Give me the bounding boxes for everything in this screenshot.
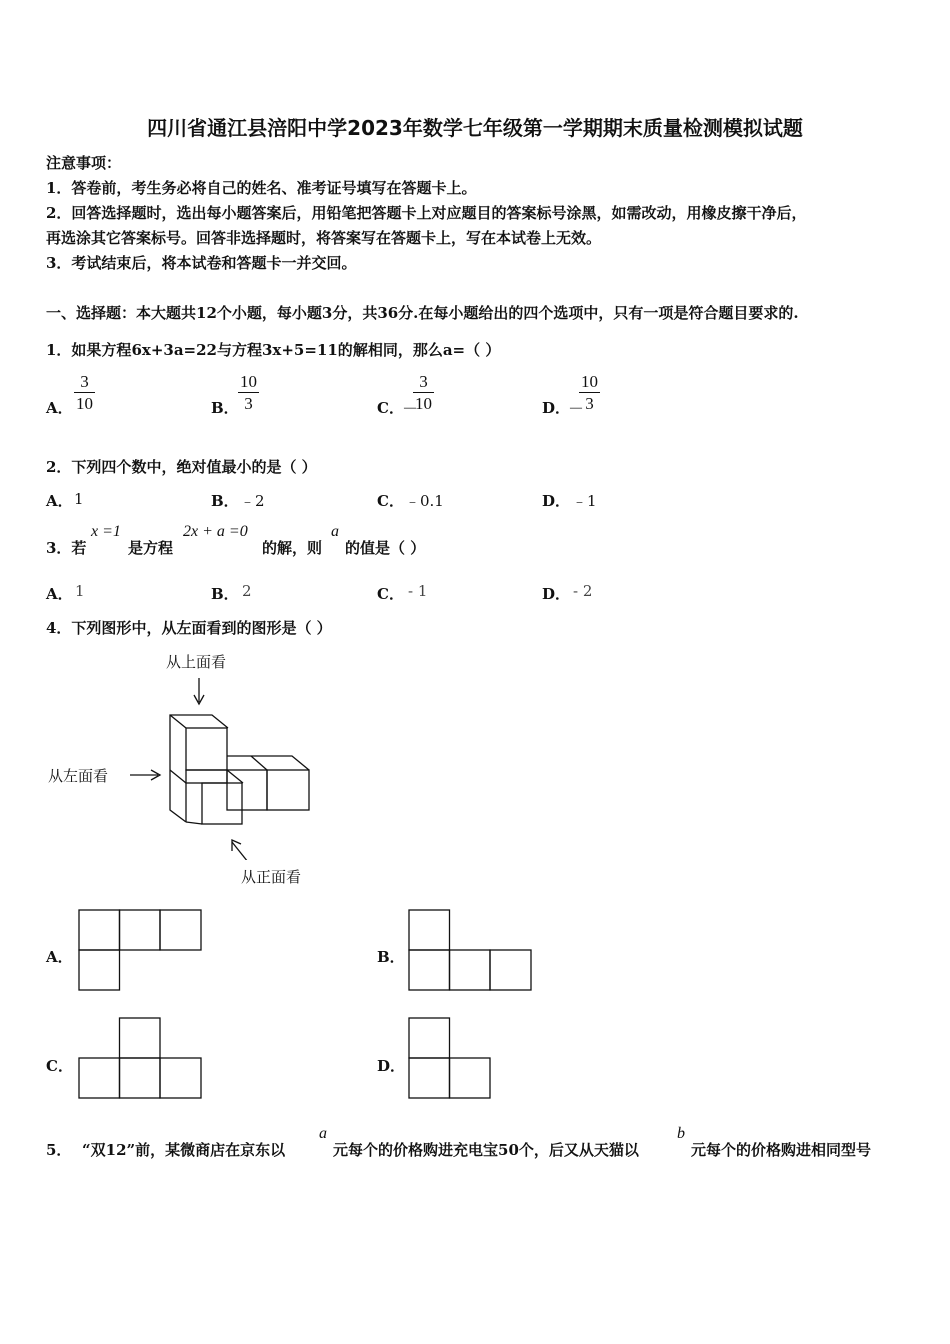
q3-option-a-value: 1	[75, 582, 85, 600]
q1-option-d-letter: D．	[542, 399, 571, 417]
q1-option-b-numerator: 10	[240, 372, 257, 391]
q1-option-d-sign: －	[568, 399, 585, 418]
q4-option-b-figure	[408, 909, 534, 993]
q4-option-d-figure	[408, 1017, 498, 1101]
q5-var-a: a	[319, 1125, 327, 1142]
cube-figure	[120, 670, 320, 860]
q2-option-a-letter: A．	[46, 492, 73, 510]
q2-option-d-letter: D．	[542, 492, 571, 510]
q1-option-b-fraction	[238, 372, 259, 415]
q4-option-a-figure	[78, 909, 204, 993]
note-item-3: 3．考试结束后，将本试卷和答题卡一并交回。	[46, 254, 357, 272]
label-from-left: 从左面看	[48, 767, 109, 785]
q4-option-c-figure	[78, 1017, 204, 1101]
q1-option-d-numerator: 10	[581, 372, 598, 391]
q3-suffix: 的值是（ ）	[345, 539, 426, 557]
q1-option-d-fraction	[579, 372, 600, 415]
q4-stem: 4．下列图形中，从左面看到的图形是（ ）	[46, 619, 332, 637]
q3-variable: a	[331, 523, 339, 540]
q3-middle: 是方程	[128, 539, 174, 557]
q4-option-b-letter: B．	[377, 948, 405, 966]
q1-option-c-fraction	[413, 372, 434, 415]
q2-option-a-value: 1	[74, 490, 84, 508]
q4-option-d-letter: D．	[377, 1057, 406, 1075]
q1-option-a-denominator: 10	[76, 394, 93, 413]
q1-option-a-fraction	[74, 372, 95, 415]
q1-stem: 1．如果方程6x+3a=22与方程3x+5=11的解相同，那么a=（ ）	[46, 341, 501, 359]
q1-option-b-letter: B．	[211, 399, 239, 417]
q5-part3: 元每个的价格购进相同型号	[691, 1141, 872, 1159]
q1-option-a-letter: A．	[46, 399, 73, 417]
q1-option-d-denominator: 3	[579, 392, 600, 415]
q3-option-b-letter: B．	[211, 585, 239, 603]
note-item-2-cont: 再选涂其它答案标号。回答非选择题时，将答案写在答题卡上，写在本试卷上无效。	[46, 229, 602, 247]
q5-var-b: b	[677, 1125, 685, 1142]
q2-option-b-value: ﹣2	[240, 492, 265, 510]
q3-prefix: 3．若	[46, 539, 87, 557]
notes-heading: 注意事项：	[46, 154, 122, 172]
q3-option-b-value: 2	[242, 582, 252, 600]
q3-option-a-letter: A．	[46, 585, 73, 603]
q2-option-d-value: ﹣1	[572, 492, 597, 510]
q1-option-c-denominator: 10	[415, 394, 432, 413]
q3-option-d-letter: D．	[542, 585, 571, 603]
q1-option-c-numerator: 3	[419, 372, 428, 391]
q3-equation: 2x + a =0	[183, 523, 248, 540]
note-item-1: 1．答卷前，考生务必将自己的姓名、准考证号填写在答题卡上。	[46, 179, 477, 197]
q3-option-d-value: - 2	[573, 582, 593, 600]
q1-option-c-sign: －	[402, 399, 419, 418]
q3-option-c-letter: C．	[377, 585, 404, 603]
section-heading: 一、选择题：本大题共12个小题，每小题3分，共36分.在每小题给出的四个选项中，只有一项是符合题目要求的.	[46, 304, 799, 322]
q3-condition: x =1	[91, 523, 121, 540]
page-title: 四川省通江县涪阳中学2023年数学七年级第一学期期末质量检测模拟试题	[147, 116, 803, 140]
q4-option-a-letter: A．	[46, 948, 73, 966]
q3-option-c-value: - 1	[408, 582, 428, 600]
q5-part2: 元每个的价格购进充电宝50个，后又从天猫以	[333, 1141, 639, 1159]
q5-part1: “双12”前，某微商店在京东以	[82, 1141, 286, 1159]
q5-number: 5．	[46, 1141, 72, 1159]
label-from-front: 从正面看	[241, 868, 302, 886]
q1-option-c-letter: C．	[377, 399, 404, 417]
q1-option-b-denominator: 3	[238, 392, 259, 415]
note-item-2: 2．回答选择题时，选出每小题答案后，用铅笔把答题卡上对应题目的答案标号涂黑，如需改动，用橡皮擦干净后，	[46, 204, 807, 222]
q3-mid2: 的解，则	[262, 539, 323, 557]
q2-option-c-value: ﹣0.1	[405, 492, 444, 510]
q2-option-c-letter: C．	[377, 492, 404, 510]
q4-option-c-letter: C．	[46, 1057, 73, 1075]
q2-option-b-letter: B．	[211, 492, 239, 510]
q1-option-a-numerator: 3	[80, 372, 89, 391]
q2-stem: 2．下列四个数中，绝对值最小的是（ ）	[46, 458, 317, 476]
label-from-top: 从上面看	[166, 653, 227, 671]
